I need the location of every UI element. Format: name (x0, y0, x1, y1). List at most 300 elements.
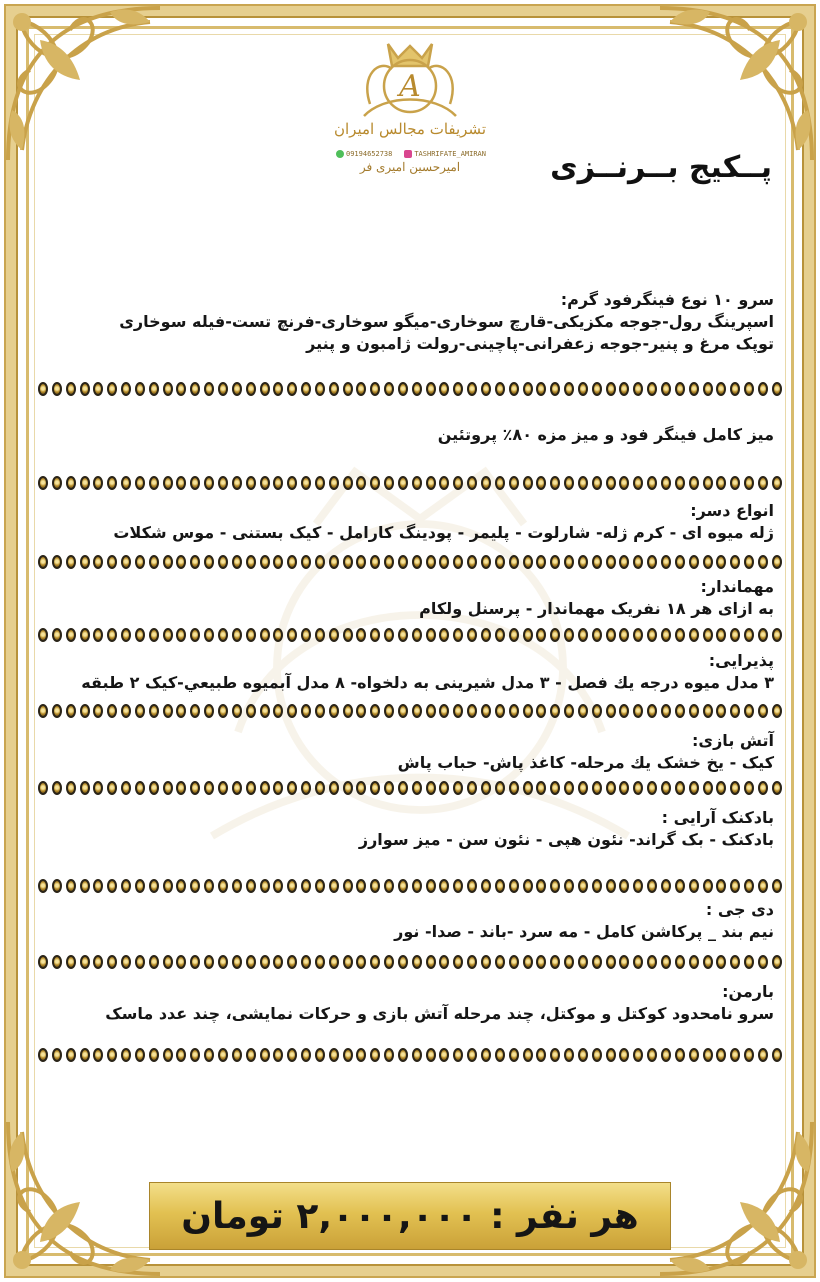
chain-link (647, 382, 657, 396)
chain-link (246, 1048, 256, 1062)
chain-link (356, 476, 366, 490)
chain-link (218, 781, 228, 795)
chain-link (412, 628, 422, 642)
chain-link (149, 628, 159, 642)
chain-link (606, 781, 616, 795)
chain-link (121, 555, 131, 569)
chain-link (578, 382, 588, 396)
chain-link (301, 382, 311, 396)
chain-link (370, 476, 380, 490)
chain-link (370, 382, 380, 396)
chain-link (149, 879, 159, 893)
chain-link (93, 879, 103, 893)
chain-link (703, 879, 713, 893)
chain-link (287, 955, 297, 969)
chain-link (578, 555, 588, 569)
chain-link (38, 476, 48, 490)
chain-link (578, 955, 588, 969)
chain-divider (38, 878, 782, 894)
chain-link (273, 382, 283, 396)
price-banner (150, 1183, 670, 1249)
chain-link (343, 704, 353, 718)
chain-link (149, 955, 159, 969)
chain-link (536, 382, 546, 396)
chain-link (523, 382, 533, 396)
chain-link (536, 955, 546, 969)
chain-link (80, 955, 90, 969)
chain-link (439, 955, 449, 969)
chain-link (38, 955, 48, 969)
chain-link (675, 1048, 685, 1062)
chain-link (93, 955, 103, 969)
chain-link (343, 1048, 353, 1062)
instagram-contact (404, 150, 486, 158)
price-per-person: هر نفر : ۲,۰۰۰,۰۰۰ تومان (181, 1195, 639, 1237)
section-text: میز کامل فینگر فود و میز مزه ۸۰٪ پروتئین (437, 425, 774, 444)
chain-link (647, 555, 657, 569)
chain-link (398, 781, 408, 795)
chain-link (66, 955, 76, 969)
chain-link (301, 955, 311, 969)
chain-link (204, 628, 214, 642)
chain-link (398, 1048, 408, 1062)
chain-link (163, 555, 173, 569)
chain-link (52, 628, 62, 642)
chain-link (536, 781, 546, 795)
section-text: سرو نامحدود کوکتل و موکتل، چند مرحله آتش بازی و حرکات نمایشی، چند عدد ماسک (105, 1004, 774, 1023)
chain-link (218, 1048, 228, 1062)
chain-link (509, 879, 519, 893)
chain-link (744, 1048, 754, 1062)
chain-link (260, 1048, 270, 1062)
chain-link (66, 382, 76, 396)
chain-link (426, 879, 436, 893)
chain-link (426, 382, 436, 396)
chain-link (287, 555, 297, 569)
chain-link (218, 704, 228, 718)
chain-link (453, 628, 463, 642)
chain-link (412, 955, 422, 969)
chain-link (273, 1048, 283, 1062)
chain-link (467, 476, 477, 490)
chain-link (384, 879, 394, 893)
chain-link (232, 1048, 242, 1062)
chain-link (190, 1048, 200, 1062)
chain-link (260, 781, 270, 795)
chain-link (232, 382, 242, 396)
chain-link (80, 1048, 90, 1062)
chain-link (329, 628, 339, 642)
chain-link (633, 628, 643, 642)
chain-link (509, 382, 519, 396)
chain-link (481, 955, 491, 969)
chain-link (689, 704, 699, 718)
chain-link (730, 628, 740, 642)
section-hostess (44, 576, 774, 620)
chain-link (38, 704, 48, 718)
chain-link (315, 879, 325, 893)
chain-link (689, 382, 699, 396)
chain-link (661, 555, 671, 569)
chain-link (218, 555, 228, 569)
chain-link (730, 382, 740, 396)
chain-link (52, 781, 62, 795)
chain-link (204, 382, 214, 396)
chain-link (315, 704, 325, 718)
chain-link (384, 781, 394, 795)
chain-link (716, 476, 726, 490)
chain-link (356, 781, 366, 795)
chain-link (730, 781, 740, 795)
section-heading: سرو ۱۰ نوع فینگرفود گرم: (560, 290, 774, 309)
chain-link (495, 704, 505, 718)
section-heading: انواع دسر: (690, 501, 774, 520)
chain-link (204, 704, 214, 718)
chain-link (647, 704, 657, 718)
chain-link (744, 382, 754, 396)
section-reception (44, 650, 774, 694)
chain-link (135, 704, 145, 718)
chain-link (135, 382, 145, 396)
chain-link (218, 476, 228, 490)
ornament-corner-bottom-right (650, 1112, 820, 1282)
chain-link (329, 704, 339, 718)
chain-link (564, 955, 574, 969)
chain-link (246, 781, 256, 795)
chain-link (176, 879, 186, 893)
chain-link (343, 382, 353, 396)
chain-link (121, 1048, 131, 1062)
chain-link (467, 555, 477, 569)
chain-link (260, 628, 270, 642)
chain-link (412, 781, 422, 795)
chain-link (80, 476, 90, 490)
chain-link (38, 781, 48, 795)
chain-link (758, 781, 768, 795)
chain-link (550, 879, 560, 893)
chain-link (619, 1048, 629, 1062)
chain-link (467, 879, 477, 893)
chain-link (190, 476, 200, 490)
chain-link (412, 476, 422, 490)
chain-link (149, 382, 159, 396)
chain-link (412, 704, 422, 718)
chain-link (730, 955, 740, 969)
section-text: به ازای هر ۱۸ نفریک مهماندار - پرسنل ولکام (419, 599, 774, 618)
chain-link (343, 879, 353, 893)
section-text: ژله میوه ای - کرم ژله- شارلوت - پلیمر - پودینگ کارامل - کیک بستنی - موس شکلات (113, 523, 774, 542)
chain-link (135, 955, 145, 969)
chain-link (301, 704, 311, 718)
chain-link (592, 781, 602, 795)
chain-link (426, 704, 436, 718)
section-fireworks (44, 730, 774, 774)
chain-link (149, 555, 159, 569)
chain-link (647, 476, 657, 490)
chain-link (273, 955, 283, 969)
chain-link (301, 628, 311, 642)
chain-link (495, 879, 505, 893)
chain-link (218, 628, 228, 642)
chain-link (675, 955, 685, 969)
chain-link (343, 555, 353, 569)
chain-link (398, 879, 408, 893)
chain-link (758, 628, 768, 642)
chain-link (592, 476, 602, 490)
chain-link (550, 955, 560, 969)
chain-link (619, 879, 629, 893)
chain-link (176, 476, 186, 490)
chain-link (730, 1048, 740, 1062)
chain-link (689, 1048, 699, 1062)
chain-link (689, 628, 699, 642)
chain-link (384, 476, 394, 490)
chain-link (481, 628, 491, 642)
chain-link (578, 781, 588, 795)
chain-link (287, 382, 297, 396)
chain-link (232, 555, 242, 569)
chain-link (52, 704, 62, 718)
chain-link (647, 879, 657, 893)
whatsapp-icon (336, 150, 344, 158)
chain-link (744, 955, 754, 969)
section-desserts (44, 500, 774, 544)
chain-link (329, 1048, 339, 1062)
chain-link (66, 704, 76, 718)
chain-link (260, 555, 270, 569)
chain-link (716, 704, 726, 718)
chain-link (716, 879, 726, 893)
chain-link (619, 781, 629, 795)
chain-link (273, 704, 283, 718)
chain-link (744, 628, 754, 642)
chain-link (370, 555, 380, 569)
chain-link (509, 476, 519, 490)
chain-link (80, 781, 90, 795)
chain-link (38, 1048, 48, 1062)
chain-link (536, 879, 546, 893)
chain-link (661, 628, 671, 642)
chain-link (703, 704, 713, 718)
chain-link (523, 879, 533, 893)
chain-link (758, 476, 768, 490)
chain-link (633, 879, 643, 893)
chain-link (149, 476, 159, 490)
chain-link (246, 879, 256, 893)
chain-link (356, 1048, 366, 1062)
chain-divider (38, 954, 782, 970)
chain-link (578, 628, 588, 642)
chain-link (619, 704, 629, 718)
section-text: ۳ مدل میوه درجه یك فصل - ۳ مدل شیرینی به دلخواه- ۸ مدل آبمیوه طبیعي-کیک ۲ طبقه (81, 673, 774, 692)
chain-link (315, 1048, 325, 1062)
chain-link (121, 955, 131, 969)
chain-link (481, 555, 491, 569)
chain-link (606, 955, 616, 969)
chain-link (426, 955, 436, 969)
chain-link (301, 781, 311, 795)
chain-divider (38, 381, 782, 397)
chain-link (66, 879, 76, 893)
chain-link (232, 879, 242, 893)
chain-link (647, 781, 657, 795)
chain-link (315, 781, 325, 795)
chain-link (384, 704, 394, 718)
chain-link (439, 628, 449, 642)
chain-link (564, 476, 574, 490)
contact-row (336, 148, 486, 160)
chain-link (606, 382, 616, 396)
chain-link (661, 781, 671, 795)
chain-link (66, 555, 76, 569)
chain-link (52, 955, 62, 969)
chain-link (176, 555, 186, 569)
chain-link (246, 704, 256, 718)
chain-link (107, 476, 117, 490)
chain-link (564, 879, 574, 893)
chain-link (246, 555, 256, 569)
chain-link (578, 704, 588, 718)
chain-link (384, 382, 394, 396)
chain-link (232, 955, 242, 969)
chain-link (135, 1048, 145, 1062)
chain-link (287, 628, 297, 642)
chain-link (619, 555, 629, 569)
chain-link (772, 476, 782, 490)
chain-link (550, 476, 560, 490)
chain-link (467, 704, 477, 718)
chain-link (758, 955, 768, 969)
chain-link (121, 382, 131, 396)
chain-link (107, 704, 117, 718)
chain-link (315, 955, 325, 969)
chain-link (606, 555, 616, 569)
chain-link (481, 781, 491, 795)
chain-link (93, 1048, 103, 1062)
instagram-handle: TASHRIFATE_AMIRAN (414, 150, 486, 158)
chain-link (301, 555, 311, 569)
chain-link (38, 382, 48, 396)
chain-link (606, 1048, 616, 1062)
chain-link (370, 781, 380, 795)
chain-link (481, 704, 491, 718)
chain-link (218, 382, 228, 396)
chain-link (398, 476, 408, 490)
chain-link (509, 555, 519, 569)
chain-link (163, 781, 173, 795)
chain-link (176, 382, 186, 396)
chain-link (523, 955, 533, 969)
chain-link (439, 879, 449, 893)
chain-link (661, 1048, 671, 1062)
chain-link (260, 476, 270, 490)
chain-link (287, 476, 297, 490)
chain-link (619, 476, 629, 490)
chain-link (592, 879, 602, 893)
chain-link (606, 879, 616, 893)
chain-link (647, 628, 657, 642)
chain-link (703, 781, 713, 795)
chain-link (121, 781, 131, 795)
chain-link (536, 1048, 546, 1062)
chain-link (772, 955, 782, 969)
chain-link (107, 955, 117, 969)
chain-link (689, 476, 699, 490)
section-finger-food (44, 289, 774, 355)
chain-link (453, 1048, 463, 1062)
chain-link (633, 476, 643, 490)
chain-divider (38, 475, 782, 491)
section-heading: دی جی : (705, 900, 774, 919)
chain-link (619, 382, 629, 396)
chain-link (578, 1048, 588, 1062)
chain-link (536, 704, 546, 718)
chain-link (661, 704, 671, 718)
chain-link (716, 955, 726, 969)
chain-link (564, 382, 574, 396)
chain-link (481, 879, 491, 893)
chain-link (772, 879, 782, 893)
chain-link (703, 1048, 713, 1062)
chain-link (135, 555, 145, 569)
chain-link (453, 879, 463, 893)
chain-link (204, 555, 214, 569)
chain-link (495, 1048, 505, 1062)
chain-link (758, 382, 768, 396)
chain-link (523, 1048, 533, 1062)
chain-link (647, 1048, 657, 1062)
chain-link (592, 628, 602, 642)
chain-link (190, 781, 200, 795)
chain-link (536, 628, 546, 642)
section-text: اسپرینگ رول-جوجه مکزیکی-قارچ سوخاری-میگو سوخاری-فرنچ تست-فیله سوخاری (119, 312, 774, 331)
chain-link (135, 476, 145, 490)
chain-link (232, 476, 242, 490)
chain-link (66, 781, 76, 795)
owner-name: امیرحسین امیری فر (359, 160, 461, 174)
chain-link (495, 555, 505, 569)
chain-link (453, 382, 463, 396)
chain-link (38, 628, 48, 642)
chain-link (453, 955, 463, 969)
chain-link (675, 781, 685, 795)
chain-link (163, 879, 173, 893)
chain-link (661, 879, 671, 893)
chain-link (716, 781, 726, 795)
chain-link (453, 704, 463, 718)
chain-link (356, 555, 366, 569)
chain-link (93, 704, 103, 718)
chain-link (592, 382, 602, 396)
chain-link (232, 628, 242, 642)
chain-link (80, 704, 90, 718)
chain-link (606, 476, 616, 490)
section-heading: پذیرایی: (708, 651, 774, 670)
chain-link (93, 628, 103, 642)
chain-link (661, 955, 671, 969)
chain-link (273, 628, 283, 642)
chain-link (163, 1048, 173, 1062)
chain-link (633, 781, 643, 795)
chain-link (772, 704, 782, 718)
chain-link (467, 781, 477, 795)
chain-link (204, 879, 214, 893)
chain-link (356, 704, 366, 718)
chain-link (315, 476, 325, 490)
chain-link (287, 1048, 297, 1062)
chain-link (689, 955, 699, 969)
chain-link (163, 382, 173, 396)
